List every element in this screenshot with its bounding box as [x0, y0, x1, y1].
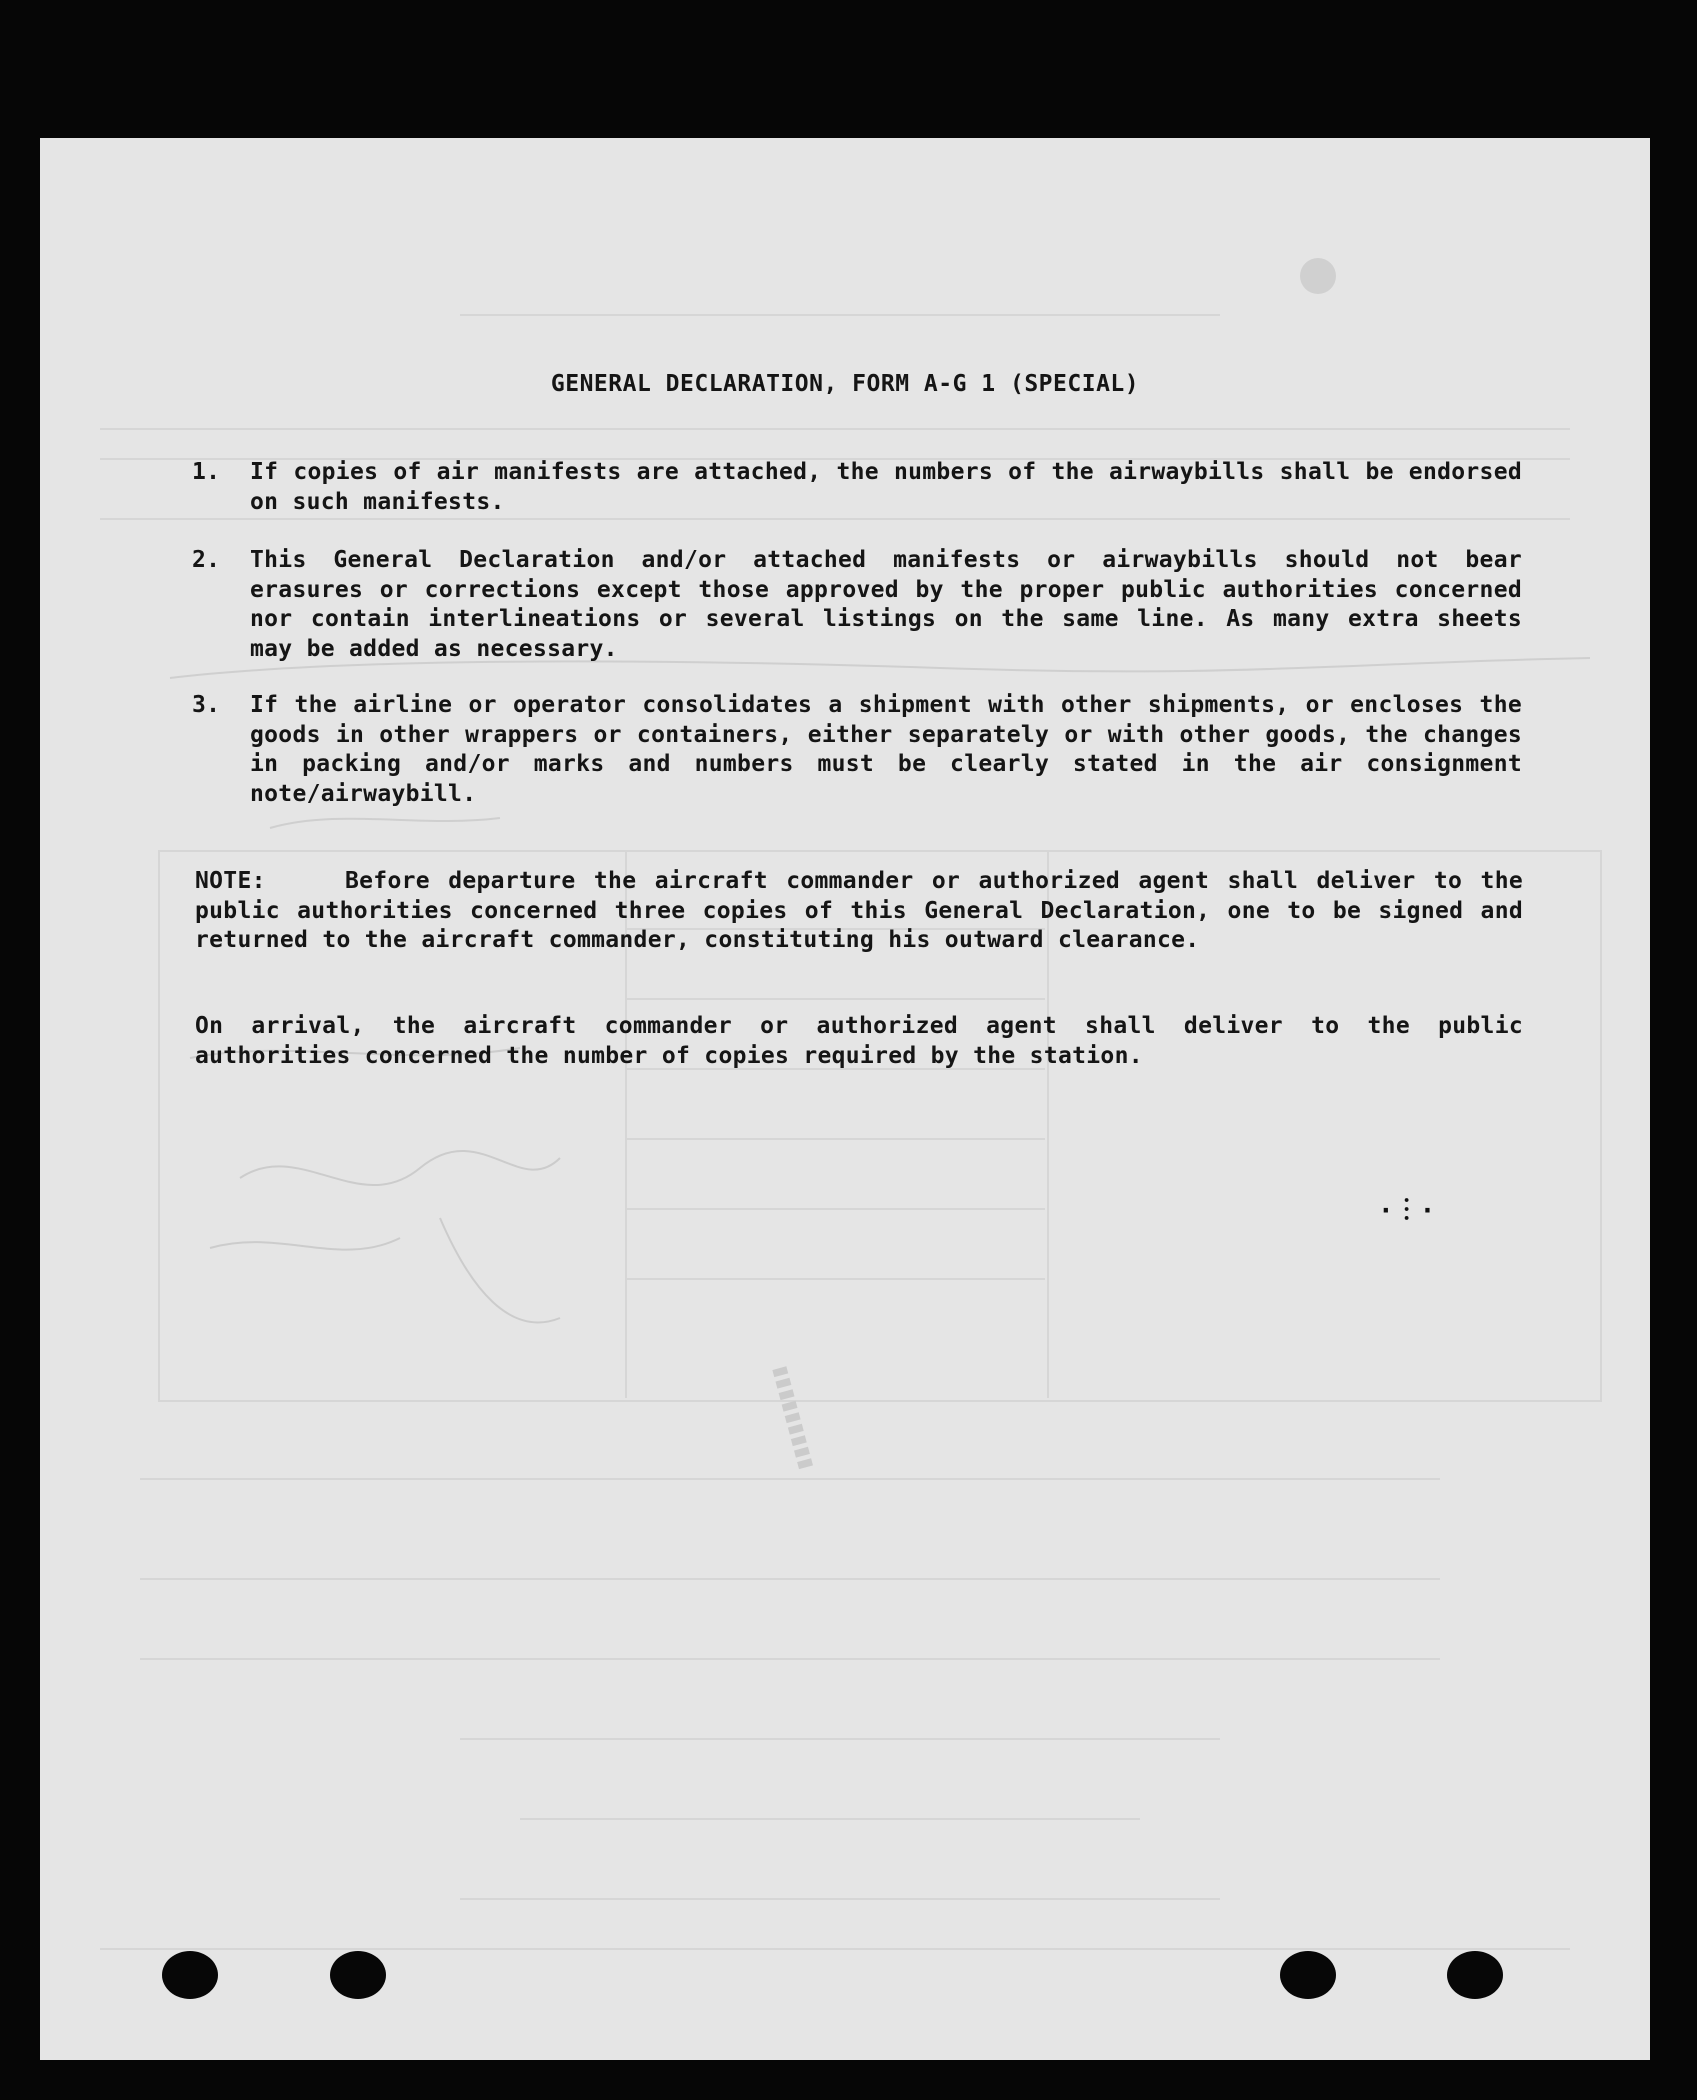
list-item [192, 546, 1572, 666]
faint-stamp-mark: ▮▮▮▮▮▮▮▮▮ [770, 1364, 818, 1473]
punch-hole [1447, 1951, 1503, 1999]
declaration-content [40, 138, 1650, 2060]
document-page [40, 138, 1650, 2060]
item-number: 3. [192, 692, 221, 718]
item-number: 2. [192, 547, 221, 573]
note-paragraph [195, 867, 1523, 956]
note-label: NOTE: [195, 868, 266, 894]
punch-hole [330, 1951, 386, 1999]
list-item [192, 691, 1572, 811]
arrival-paragraph: On arrival, the aircraft commander or authorized agent shall deliver to the public authorities concerned the number of copies required by the station. [195, 1013, 1523, 1069]
item-text: This General Declaration and/or attached manifests or airwaybills should not bear erasures or corrections except those approved by the proper public authorities concerned nor contain interlineations or several listings on the same line. As many extra sheets may be added as necessary. [250, 547, 1522, 662]
page-title: GENERAL DECLARATION, FORM A-G 1 (SPECIAL) [550, 371, 1140, 397]
list-item [192, 458, 1572, 518]
item-text: If copies of air manifests are attached, the numbers of the airwaybills shall be endorsed on such manifests. [250, 459, 1522, 515]
ink-speck: ·︙· [1378, 1196, 1436, 1226]
punch-hole [162, 1951, 218, 1999]
punch-hole [1280, 1951, 1336, 1999]
item-number: 1. [192, 459, 221, 485]
note-text: Before departure the aircraft commander or authorized agent shall deliver to the public authorities concerned three copies of this General Declaration, one to be signed and returned to the aircraft commander, constituting his outward clearance. [195, 868, 1523, 953]
item-text: If the airline or operator consolidates a shipment with other shipments, or encloses the goods in other wrappers or containers, either separately or with other goods, the changes in packing and/or marks and numbers must be clearly stated in the air consignment note/airwaybill. [250, 692, 1522, 807]
